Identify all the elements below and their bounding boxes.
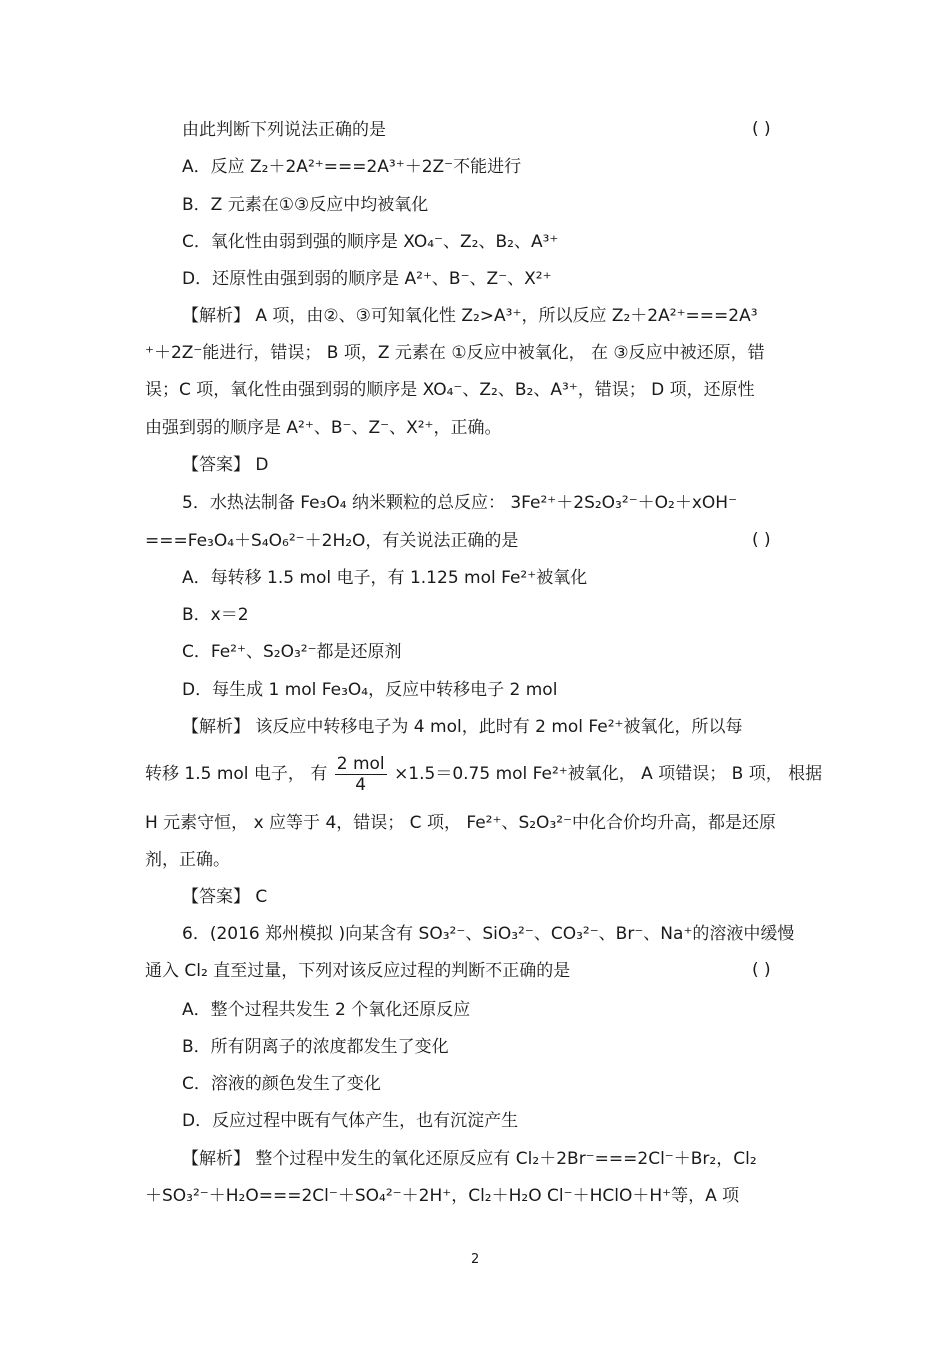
q5-option-a: A．每转移 1.5 mol 电子，有 1.125 mol Fe²⁺被氧化 bbox=[182, 568, 588, 588]
q5-analysis-line-2-pre: 转移 1.5 mol 电子， 有 bbox=[145, 764, 328, 784]
q5-option-d: D．每生成 1 mol Fe₃O₄，反应中转移电子 2 mol bbox=[182, 680, 558, 700]
q4-analysis-line-2: ⁺＋2Z⁻能进行，错误； B 项，Z 元素在 ①反应中被氧化， 在 ③反应中被还原，错 bbox=[145, 343, 765, 363]
q5-analysis-line-2 bbox=[145, 752, 822, 796]
q4-option-c: C．氧化性由弱到强的顺序是 XO₄⁻、Z₂、B₂、A³⁺ bbox=[182, 232, 559, 252]
answer-paren-q4: ( ) bbox=[752, 119, 771, 139]
q5-analysis-line-4: 剂，正确。 bbox=[145, 850, 230, 870]
q5-answer: 【答案】 C bbox=[182, 887, 268, 907]
q6-stem-line-2: 通入 Cl₂ 直至过量，下列对该反应过程的判断不正确的是 bbox=[145, 961, 571, 981]
q6-option-d: D．反应过程中既有气体产生，也有沉淀产生 bbox=[182, 1111, 519, 1131]
q5-analysis-line-2-post: ×1.5＝0.75 mol Fe²⁺被氧化， A 项错误； B 项， 根据 bbox=[394, 764, 823, 784]
q6-analysis-line-2: ＋SO₃²⁻＋H₂O===2Cl⁻＋SO₄²⁻＋2H⁺，Cl₂＋H₂O Cl⁻＋HClO＋H⁺等，A 项 bbox=[145, 1186, 740, 1206]
q5-option-c: C．Fe²⁺、S₂O₃²⁻都是还原剂 bbox=[182, 642, 402, 662]
q4-option-d: D．还原性由强到弱的顺序是 A²⁺、B⁻、Z⁻、X²⁺ bbox=[182, 269, 552, 289]
page-number: 2 bbox=[471, 1252, 480, 1267]
q4-analysis-line-1: 【解析】 A 项，由②、③可知氧化性 Z₂>A³⁺，所以反应 Z₂＋2A²⁺===2A³ bbox=[182, 306, 758, 326]
q6-option-b: B．所有阴离子的浓度都发生了变化 bbox=[182, 1037, 449, 1057]
answer-paren-q6: ( ) bbox=[752, 960, 771, 980]
intro-line: 由此判断下列说法正确的是 bbox=[182, 120, 386, 140]
answer-paren-q5: ( ) bbox=[752, 530, 771, 550]
q6-stem-line-1: 6．(2016 郑州模拟 )向某含有 SO₃²⁻、SiO₃²⁻、CO₃²⁻、Br⁻、Na⁺的溶液中缓慢 bbox=[182, 924, 795, 944]
fraction-denominator: 4 bbox=[355, 774, 367, 795]
q5-analysis-line-1: 【解析】 该反应中转移电子为 4 mol，此时有 2 mol Fe²⁺被氧化，所以每 bbox=[182, 717, 743, 737]
q4-analysis-line-4: 由强到弱的顺序是 A²⁺、B⁻、Z⁻、X²⁺，正确。 bbox=[145, 418, 502, 438]
q5-stem-line-1: 5．水热法制备 Fe₃O₄ 纳米颗粒的总反应： 3Fe²⁺＋2S₂O₃²⁻＋O₂＋xOH⁻ bbox=[182, 493, 738, 513]
q4-option-a: A．反应 Z₂＋2A²⁺===2A³⁺＋2Z⁻不能进行 bbox=[182, 157, 522, 177]
q4-analysis-line-3: 误；C 项，氧化性由强到弱的顺序是 XO₄⁻、Z₂、B₂、A³⁺，错误； D 项，还原性 bbox=[145, 380, 755, 400]
q6-analysis-line-1: 【解析】 整个过程中发生的氧化还原反应有 Cl₂＋2Br⁻===2Cl⁻＋Br₂，Cl₂ bbox=[182, 1149, 757, 1169]
q6-option-a: A．整个过程共发生 2 个氧化还原反应 bbox=[182, 1000, 471, 1020]
q5-option-b: B．x＝2 bbox=[182, 605, 249, 625]
fraction bbox=[335, 754, 387, 795]
q5-stem-line-2: ===Fe₃O₄＋S₄O₆²⁻＋2H₂O，有关说法正确的是 bbox=[145, 531, 519, 551]
fraction-numerator: 2 mol bbox=[336, 753, 385, 774]
q4-answer: 【答案】 D bbox=[182, 455, 269, 475]
q5-analysis-line-3: H 元素守恒， x 应等于 4，错误； C 项， Fe²⁺、S₂O₃²⁻中化合价均升高，都是还原 bbox=[145, 813, 777, 833]
q6-option-c: C．溶液的颜色发生了变化 bbox=[182, 1074, 381, 1094]
q4-option-b: B．Z 元素在①③反应中均被氧化 bbox=[182, 195, 429, 215]
